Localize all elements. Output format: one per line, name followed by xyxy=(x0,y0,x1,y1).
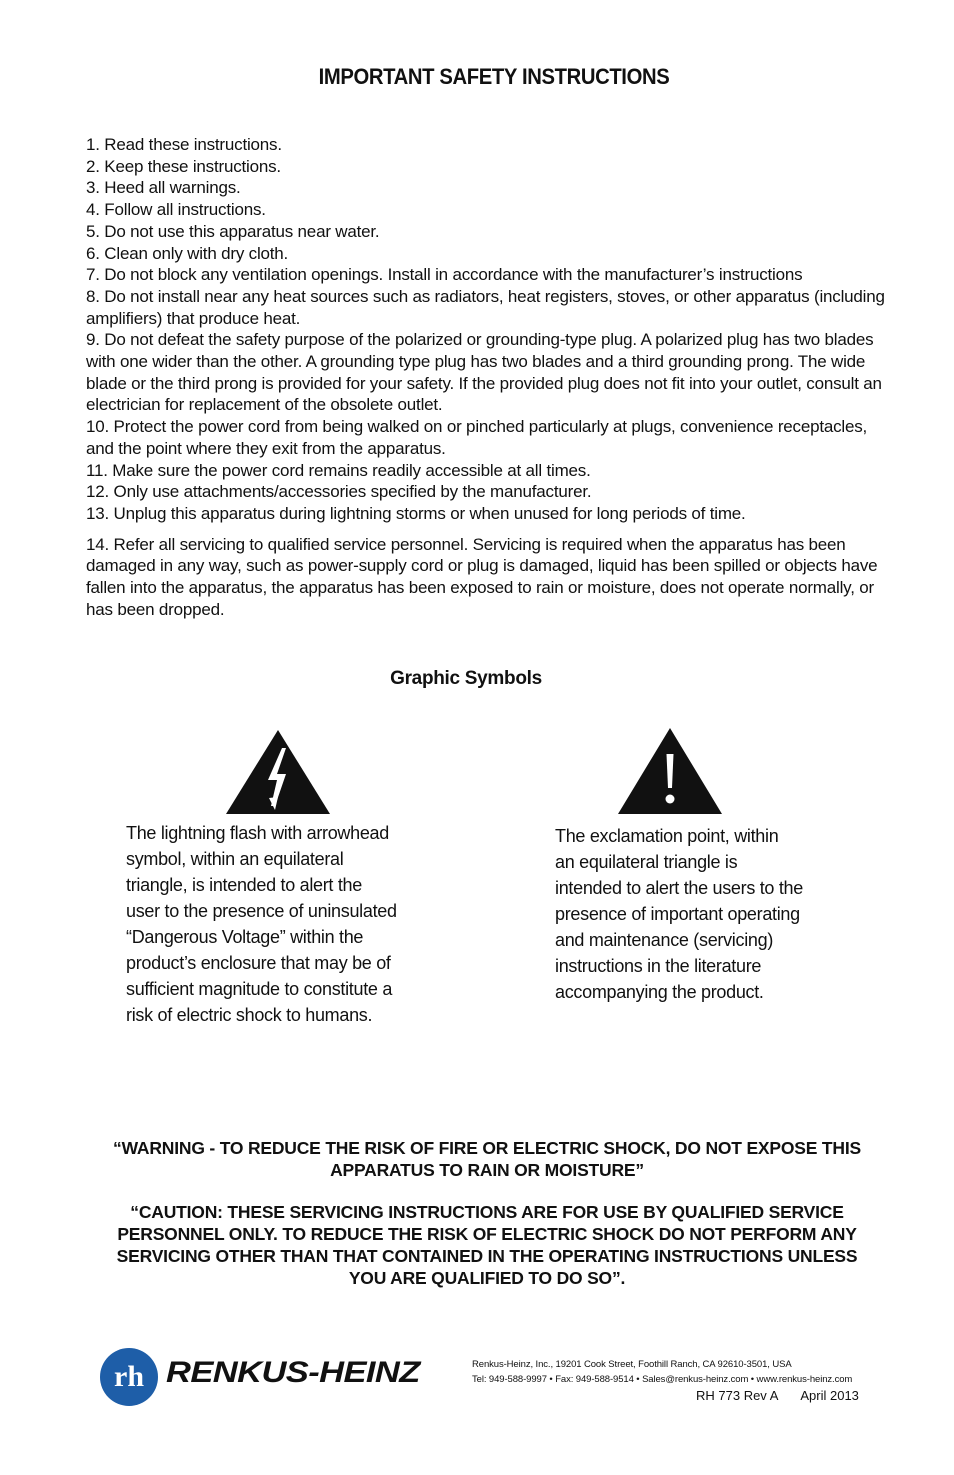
graphic-symbols-heading: Graphic Symbols xyxy=(390,668,542,689)
warning-line: APPARATUS TO RAIN OR MOISTURE” xyxy=(330,1160,644,1180)
brand-name: RENKUS-HEINZ xyxy=(166,1356,420,1389)
exclamation-description xyxy=(555,823,803,1005)
description-line: and maintenance (servicing) xyxy=(555,930,774,950)
instruction-item: 4. Follow all instructions. xyxy=(86,200,266,220)
description-line: intended to alert the users to the xyxy=(555,878,803,898)
instruction-item: 2. Keep these instructions. xyxy=(86,156,281,176)
description-line: risk of electric shock to humans. xyxy=(126,1005,373,1025)
instruction-item: 11. Make sure the power cord remains readily accessible at all times. xyxy=(86,460,591,480)
description-line: The exclamation point, within xyxy=(555,826,779,846)
description-line: accompanying the product. xyxy=(555,982,764,1002)
address-line: Renkus-Heinz, Inc., 19201 Cook Street, Foothill Ranch, CA 92610-3501, USA xyxy=(472,1359,792,1370)
instruction-item: 13. Unplug this apparatus during lightning storms or when unused for long periods of time. xyxy=(86,503,746,523)
instruction-item: 5. Do not use this apparatus near water. xyxy=(86,221,380,241)
caution-line: SERVICING OTHER THAN THAT CONTAINED IN THE OPERATING INSTRUCTIONS UNLESS xyxy=(116,1246,858,1266)
description-line: “Dangerous Voltage” within the xyxy=(126,927,364,947)
description-line: instructions in the literature xyxy=(555,956,762,976)
instruction-item: 8. Do not install near any heat sources such as radiators, heat registers, stoves, or other apparatus (including amplifiers) that produce heat. xyxy=(86,286,885,328)
description-line: presence of important operating xyxy=(555,904,800,924)
instruction-item: 1. Read these instructions. xyxy=(86,135,282,154)
lightning-description xyxy=(126,820,397,1028)
caution-line: PERSONNEL ONLY. TO REDUCE THE RISK OF ELECTRIC SHOCK DO NOT PERFORM ANY xyxy=(117,1224,857,1244)
document-reference xyxy=(696,1388,881,1403)
warning-notice xyxy=(70,1137,904,1181)
lightning-triangle-icon xyxy=(226,730,330,814)
instruction-item: 10. Protect the power cord from being walked on or pinched particularly at plugs, convenience receptacles, and the point where they exit from the apparatus. xyxy=(86,417,868,458)
caution-line: YOU ARE QUALIFIED TO DO SO”. xyxy=(348,1268,626,1288)
description-line: sufficient magnitude to constitute a xyxy=(126,979,393,999)
instructions-list xyxy=(86,134,886,620)
instruction-item: 6. Clean only with dry cloth. xyxy=(86,243,289,263)
instruction-item: 7. Do not block any ventilation openings. Install in accordance with the manufacturer’s instructions xyxy=(86,265,803,285)
description-line: The lightning flash with arrowhead xyxy=(126,823,389,843)
caution-notice xyxy=(70,1201,904,1289)
page-title: IMPORTANT SAFETY INSTRUCTIONS xyxy=(318,64,670,89)
instruction-item: 14. Refer all servicing to qualified service personnel. Servicing is required when the apparatus has been damaged in any way, such as power-supply cord or plug is damaged, liquid has been spilled or objects have fallen into the apparatus, the apparatus has been exposed to rain or moisture, does not operate normally, or has been dropped. xyxy=(86,534,878,619)
instruction-item: 9. Do not defeat the safety purpose of the polarized or grounding-type plug. A polarized plug has two blades with one wider than the other. A grounding type plug has two blades and a third grounding prong. The wide blade or the third prong is provided for your safety. If the provided plug does not fit into your outlet, consult an electrician for replacement of the obsolete outlet. xyxy=(86,330,882,415)
warning-line: “WARNING - TO REDUCE THE RISK OF FIRE OR ELECTRIC SHOCK, DO NOT EXPOSE THIS xyxy=(113,1138,861,1158)
instruction-item: 3. Heed all warnings. xyxy=(86,178,241,198)
exclamation-triangle-icon xyxy=(618,728,722,814)
company-address xyxy=(472,1357,852,1387)
renkus-heinz-logo-icon xyxy=(100,1348,158,1406)
doc-date: April 2013 xyxy=(800,1388,859,1403)
doc-ref: RH 773 Rev A xyxy=(696,1388,779,1403)
description-line: symbol, within an equilateral xyxy=(126,849,344,869)
contact-line: Tel: 949-588-9997 • Fax: 949-588-9514 • Sales@renkus-heinz.com • www.renkus-heinz.com xyxy=(472,1374,853,1385)
description-line: product’s enclosure that may be of xyxy=(126,953,391,973)
description-line: an equilateral triangle is xyxy=(555,852,738,872)
description-line: triangle, is intended to alert the xyxy=(126,875,362,895)
description-line: user to the presence of uninsulated xyxy=(126,901,397,921)
caution-line: “CAUTION: THESE SERVICING INSTRUCTIONS ARE FOR USE BY QUALIFIED SERVICE xyxy=(130,1202,844,1222)
logo-mark-text: rh xyxy=(114,1360,144,1393)
instruction-item: 12. Only use attachments/accessories specified by the manufacturer. xyxy=(86,482,592,502)
